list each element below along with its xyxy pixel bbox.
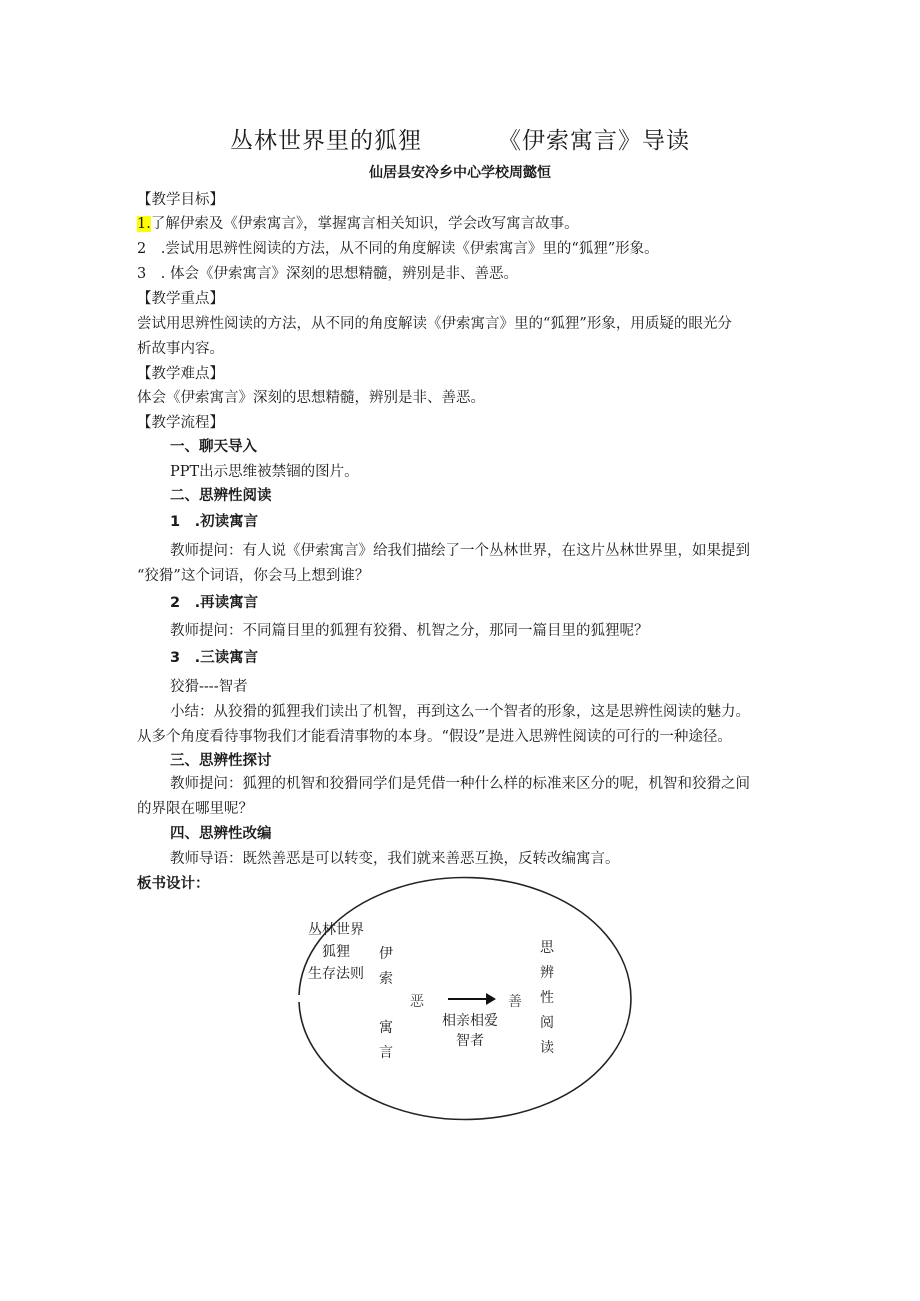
page-title	[0, 122, 920, 155]
diagram-vertical-top: 伊索	[379, 946, 393, 987]
process-heading: 【教学流程】	[137, 415, 224, 431]
step-1-heading: 一、聊天导入	[170, 439, 257, 455]
key-line-1: 尝试用思辨性阅读的方法，从不同的角度解读《伊索寓言》里的“狐狸”形象，用质疑的眼光分	[137, 316, 732, 332]
key-line-2: 析故事内容。	[137, 341, 224, 357]
step-2-3-heading: 3 .三读寓言	[170, 650, 259, 666]
difficulty-heading: 【教学难点】	[137, 366, 224, 382]
diagram-mid-line-1: 相亲相爱	[442, 1013, 498, 1029]
goal-1-text: 了解伊索及《伊索寓言》，掌握寓言相关知识，学会改写寓言故事。	[150, 216, 579, 232]
board-design-diagram	[290, 868, 635, 1128]
title-right: 《伊索寓言》导读	[498, 128, 690, 154]
step-2-heading: 二、思辨性阅读	[170, 488, 272, 504]
diagram-evil: 恶	[410, 994, 424, 1010]
goal-2: 2 .尝试用思辨性阅读的方法，从不同的角度解读《伊索寓言》里的“狐狸”形象。	[137, 241, 659, 257]
arrow-head	[486, 993, 496, 1005]
key-heading: 【教学重点】	[137, 291, 224, 307]
diagram-good: 善	[508, 994, 522, 1010]
diagram-right-vertical: 思辨性阅读	[540, 940, 554, 1056]
goals-heading: 【教学目标】	[137, 192, 224, 208]
step-2-1-line-2: “狡猾”这个词语，你会马上想到谁？	[137, 568, 370, 584]
step-4-heading: 四、思辨性改编	[170, 826, 272, 842]
summary-line-2: 从多个角度看待事物我们才能看清事物的本身。“假设”是进入思辨性阅读的可行的一种途径。	[137, 729, 732, 745]
step-2-1-line-1: 教师提问：有人说《伊索寓言》给我们描绘了一个丛林世界，在这片丛林世界里，如果提到	[170, 543, 750, 559]
diagram-left-line-1: 丛林世界	[308, 922, 364, 938]
step-3-line-2: 的界限在哪里呢？	[137, 801, 253, 817]
title-left: 丛林世界里的狐狸	[230, 128, 422, 154]
diagram-vertical-bottom: 寓言	[379, 1020, 393, 1061]
board-design-heading: 板书设计：	[137, 876, 210, 892]
author-line: 仙居县安冷乡中心学校周懿恒	[369, 165, 551, 181]
difficulty-text: 体会《伊索寓言》深刻的思想精髓，辨别是非、善恶。	[137, 390, 485, 406]
step-2-2-heading: 2 .再读寓言	[170, 595, 259, 611]
step-4-text: 教师导语：既然善恶是可以转变，我们就来善恶互换，反转改编寓言。	[170, 851, 620, 867]
diagram-mid-line-2: 智者	[456, 1033, 484, 1049]
goal-1-number: 1.	[137, 216, 151, 232]
goal-3: 3 . 体会《伊索寓言》深刻的思想精髓，辨别是非、善恶。	[137, 266, 518, 282]
step-1-text: PPT出示思维被禁锢的图片。	[170, 464, 359, 480]
step-3-heading: 三、思辨性探讨	[170, 753, 272, 769]
diagram-left-line-2: 狐狸	[322, 944, 350, 960]
step-2-1-heading: 1 .初读寓言	[170, 514, 259, 530]
diagram-graphics	[290, 868, 635, 1128]
step-2-2-text: 教师提问：不同篇目里的狐狸有狡猾、机智之分，那同一篇目里的狐狸呢？	[170, 623, 649, 639]
step-2-3-text: 狡猾----智者	[170, 679, 248, 695]
summary-line-1: 小结：从狡猾的狐狸我们读出了机智，再到这么一个智者的形象，这是思辨性阅读的魅力。	[170, 704, 750, 720]
step-3-line-1: 教师提问：狐狸的机智和狡猾同学们是凭借一种什么样的标准来区分的呢，机智和狡猾之间	[170, 776, 750, 792]
diagram-middle-block	[434, 1011, 506, 1051]
diagram-left-line-3: 生存法则	[308, 966, 364, 982]
goal-1	[137, 214, 579, 234]
diagram-left-block	[300, 920, 372, 984]
